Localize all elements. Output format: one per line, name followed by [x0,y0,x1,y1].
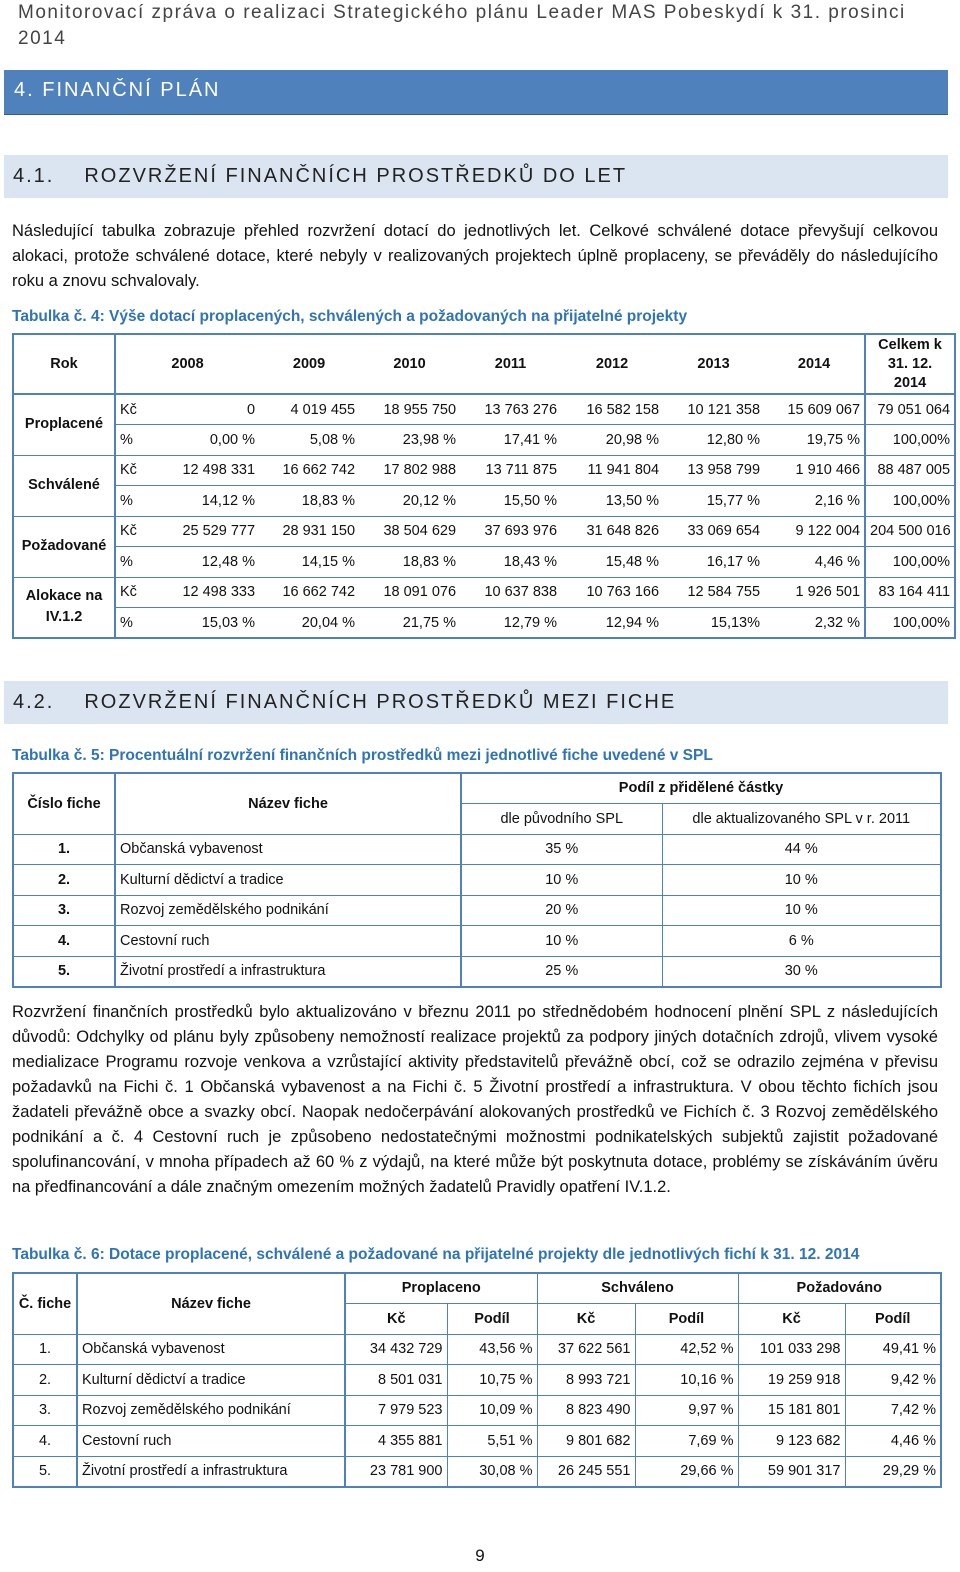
value-cell: 16 662 742 [259,577,359,608]
share-cell: 4,46 % [845,1426,941,1457]
amount-cell: 8 993 721 [537,1365,635,1396]
value-cell: 28 931 150 [259,516,359,547]
value-cell: 2,16 % [764,486,865,517]
header-podil: Podíl [845,1303,941,1334]
header-rok: Rok [13,334,115,394]
share-original: 25 % [461,956,662,987]
fiche-number: 5. [13,1456,77,1487]
fiche-number: 5. [13,956,115,987]
value-cell: 15,77 % [663,486,764,517]
share-cell: 43,56 % [447,1334,537,1365]
unit-cell: % [115,425,151,456]
value-cell: 15,50 % [460,486,561,517]
value-cell: 18 955 750 [359,394,460,425]
share-original: 10 % [461,865,662,896]
value-cell: 10 763 166 [561,577,663,608]
header-year: 2011 [460,334,561,394]
amount-cell: 8 501 031 [345,1365,447,1396]
value-cell: 14,15 % [259,547,359,578]
value-cell: 18 091 076 [359,577,460,608]
amount-cell: 9 801 682 [537,1426,635,1457]
value-cell: 100,00% [865,547,955,578]
table-4-annual-subsidies [12,333,956,639]
header-kc: Kč [345,1303,447,1334]
header-original-spl: dle původního SPL [461,803,662,834]
share-original: 35 % [461,834,662,865]
amount-cell: 8 823 490 [537,1395,635,1426]
table-row [13,1395,941,1426]
value-cell: 88 487 005 [865,455,955,486]
share-cell: 30,08 % [447,1456,537,1487]
section-heading-4-2: 4.2. ROZVRŽENÍ FINANČNÍCH PROSTŘEDKŮ MEZI FICHE [13,691,677,713]
value-cell: 25 529 777 [151,516,259,547]
table-row [13,1334,941,1365]
header-kc: Kč [537,1303,635,1334]
fiche-name: Kulturní dědictví a tradice [77,1365,345,1396]
fiche-name: Občanská vybavenost [77,1334,345,1365]
amount-cell: 9 123 682 [738,1426,845,1457]
table-row [13,1365,941,1396]
value-cell: 9 122 004 [764,516,865,547]
share-cell: 29,29 % [845,1456,941,1487]
header-updated-spl: dle aktualizovaného SPL v r. 2011 [662,803,941,834]
section-heading-bar-4-2 [4,681,948,724]
value-cell: 13 763 276 [460,394,561,425]
value-cell: 14,12 % [151,486,259,517]
table-row [13,516,955,547]
chapter-heading: 4. FINANČNÍ PLÁN [14,79,221,101]
fiche-name: Cestovní ruch [77,1426,345,1457]
share-cell: 7,42 % [845,1395,941,1426]
header-year: 2012 [561,334,663,394]
fiche-number: 2. [13,865,115,896]
value-cell: 0,00 % [151,425,259,456]
table-row [13,895,941,926]
table-row [13,577,955,608]
share-cell: 9,97 % [635,1395,738,1426]
row-group-label: Proplacené [13,394,115,455]
share-updated: 6 % [662,926,941,957]
unit-cell: Kč [115,455,151,486]
value-cell: 100,00% [865,425,955,456]
amount-cell: 15 181 801 [738,1395,845,1426]
share-cell: 9,42 % [845,1365,941,1396]
unit-cell: % [115,486,151,517]
value-cell: 31 648 826 [561,516,663,547]
amount-cell: 7 979 523 [345,1395,447,1426]
value-cell: 12,80 % [663,425,764,456]
header-fiche-name: Název fiche [77,1273,345,1334]
value-cell: 100,00% [865,486,955,517]
value-cell: 0 [151,394,259,425]
fiche-number: 1. [13,834,115,865]
table-row [13,834,941,865]
table-row [13,865,941,896]
value-cell: 2,32 % [764,608,865,639]
fiche-number: 3. [13,1395,77,1426]
amount-cell: 34 432 729 [345,1334,447,1365]
amount-cell: 26 245 551 [537,1456,635,1487]
value-cell: 15,03 % [151,608,259,639]
header-fiche-number: Č. fiche [13,1273,77,1334]
fiche-name: Rozvoj zemědělského podnikání [77,1395,345,1426]
table-5-fiche-allocation [12,772,942,988]
table5-caption: Tabulka č. 5: Procentuální rozvržení finančních prostředků mezi jednotlivé fiche uvedené v SPL [12,747,713,764]
header-proplaceno: Proplaceno [345,1273,537,1303]
fiche-name: Kulturní dědictví a tradice [115,865,461,896]
fiche-number: 3. [13,895,115,926]
header-fiche-number: Číslo fiche [13,773,115,834]
value-cell: 12,48 % [151,547,259,578]
value-cell: 13 711 875 [460,455,561,486]
share-cell: 10,09 % [447,1395,537,1426]
fiche-number: 4. [13,1426,77,1457]
value-cell: 20,98 % [561,425,663,456]
running-header: Monitorovací zpráva o realizaci Strategického plánu Leader MAS Pobeskydí k 31. prosinci 2014 [18,2,906,49]
value-cell: 16 582 158 [561,394,663,425]
amount-cell: 19 259 918 [738,1365,845,1396]
value-cell: 23,98 % [359,425,460,456]
value-cell: 12 498 331 [151,455,259,486]
header-year: 2009 [259,334,359,394]
table4-caption: Tabulka č. 4: Výše dotací proplacených, schválených a požadovaných na přijatelné projekty [12,308,688,325]
fiche-name: Rozvoj zemědělského podnikání [115,895,461,926]
value-cell: 79 051 064 [865,394,955,425]
value-cell: 16 662 742 [259,455,359,486]
value-cell: 33 069 654 [663,516,764,547]
fiche-name: Životní prostředí a infrastruktura [115,956,461,987]
value-cell: 4 019 455 [259,394,359,425]
header-year: 2010 [359,334,460,394]
value-cell: 21,75 % [359,608,460,639]
value-cell: 15,13% [663,608,764,639]
fiche-number: 1. [13,1334,77,1365]
value-cell: 15 609 067 [764,394,865,425]
table-row [13,547,955,578]
share-cell: 42,52 % [635,1334,738,1365]
unit-cell: % [115,608,151,639]
fiche-number: 2. [13,1365,77,1396]
value-cell: 12,79 % [460,608,561,639]
chapter-heading-bar [4,70,948,115]
value-cell: 19,75 % [764,425,865,456]
unit-cell: Kč [115,394,151,425]
value-cell: 16,17 % [663,547,764,578]
value-cell: 12 498 333 [151,577,259,608]
table-row [13,455,955,486]
value-cell: 5,08 % [259,425,359,456]
fiche-name: Cestovní ruch [115,926,461,957]
header-year: 2008 [115,334,259,394]
row-group-label: Alokace na IV.1.2 [13,577,115,638]
header-podil: Podíl [447,1303,537,1334]
share-cell: 49,41 % [845,1334,941,1365]
value-cell: 18,43 % [460,547,561,578]
header-year: 2014 [764,334,865,394]
amount-cell: 23 781 900 [345,1456,447,1487]
share-updated: 44 % [662,834,941,865]
table-row [13,486,955,517]
share-cell: 29,66 % [635,1456,738,1487]
value-cell: 1 910 466 [764,455,865,486]
unit-cell: Kč [115,516,151,547]
value-cell: 38 504 629 [359,516,460,547]
value-cell: 12 584 755 [663,577,764,608]
table-row [13,425,955,456]
fiche-name: Občanská vybavenost [115,834,461,865]
header-year: 2013 [663,334,764,394]
share-updated: 30 % [662,956,941,987]
fiche-name: Životní prostředí a infrastruktura [77,1456,345,1487]
share-updated: 10 % [662,865,941,896]
value-cell: 17 802 988 [359,455,460,486]
share-cell: 7,69 % [635,1426,738,1457]
value-cell: 37 693 976 [460,516,561,547]
table-row [13,608,955,639]
amount-cell: 37 622 561 [537,1334,635,1365]
fiche-number: 4. [13,926,115,957]
header-fiche-name: Název fiche [115,773,461,834]
row-group-label: Požadované [13,516,115,577]
value-cell: 13 958 799 [663,455,764,486]
section-heading-bar-4-1 [4,155,948,198]
amount-cell: 59 901 317 [738,1456,845,1487]
table-row [13,956,941,987]
share-original: 10 % [461,926,662,957]
share-updated: 10 % [662,895,941,926]
value-cell: 12,94 % [561,608,663,639]
header-total: Celkem k 31. 12. 2014 [865,334,955,394]
unit-cell: Kč [115,577,151,608]
value-cell: 204 500 016 [865,516,955,547]
row-group-label: Schválené [13,455,115,516]
value-cell: 83 164 411 [865,577,955,608]
share-cell: 10,16 % [635,1365,738,1396]
header-share-group: Podíl z přidělené částky [461,773,941,803]
share-cell: 10,75 % [447,1365,537,1396]
amount-cell: 4 355 881 [345,1426,447,1457]
value-cell: 20,04 % [259,608,359,639]
value-cell: 20,12 % [359,486,460,517]
header-pozadovano: Požadováno [738,1273,941,1303]
header-podil: Podíl [635,1303,738,1334]
table-row [13,394,955,425]
page-number: 9 [475,1546,485,1565]
share-original: 20 % [461,895,662,926]
intro-paragraph: Následující tabulka zobrazuje přehled rozvržení dotací do jednotlivých let. Celkové schválené dotace převyšují celkovou alokaci, protože schválené dotace, které nebyly v realizovaných projektech úplně proplaceny, se převáděly do následujícího roku a znovu schvalovaly. [12,222,938,290]
table-row [13,1426,941,1457]
value-cell: 10 121 358 [663,394,764,425]
value-cell: 10 637 838 [460,577,561,608]
header-schvaleno: Schváleno [537,1273,738,1303]
share-cell: 5,51 % [447,1426,537,1457]
value-cell: 1 926 501 [764,577,865,608]
section-heading-4-1: 4.1. ROZVRŽENÍ FINANČNÍCH PROSTŘEDKŮ DO LET [13,165,628,187]
amount-cell: 101 033 298 [738,1334,845,1365]
table-row [13,926,941,957]
table-6-fiche-subsidies [12,1272,942,1488]
table6-caption: Tabulka č. 6: Dotace proplacené, schválené a požadované na přijatelné projekty dle jednotlivých fichí k 31. 12. 2014 [12,1246,860,1263]
value-cell: 13,50 % [561,486,663,517]
value-cell: 4,46 % [764,547,865,578]
value-cell: 17,41 % [460,425,561,456]
value-cell: 18,83 % [359,547,460,578]
unit-cell: % [115,547,151,578]
value-cell: 100,00% [865,608,955,639]
header-kc: Kč [738,1303,845,1334]
value-cell: 11 941 804 [561,455,663,486]
body-paragraph: Rozvržení finančních prostředků bylo aktualizováno v březnu 2011 po střednědobém hodnocení plnění SPL z následujících důvodů: Odchylky od plánu byly způsobeny nemožností realizace projektů za podpory jiných dotačních zdrojů, vlivem vysoké medializace Programu rozvoje venkova a vzrůstající aktivity představitelů převážně obcí, což se odrazilo zejména v převisu požadavků na Fichi č. 1 Občanská vybavenost a na Fichi č. 5 Životní prostředí a infrastruktura. V obou těchto fichích jsou žadateli převážně obce a svazky obcí. Naopak nedočerpávání alokovaných prostředků ve Fichích č. 3 Rozvoj zemědělského podnikání a č. 4 Cestovní ruch je způsobeno nedostatečnými možnostmi podnikatelských subjektů zajistit požadované spolufinancování, v mnoha případech až 60 % z výdajů, na které může být poskytnuta dotace, problémy se získáváním úvěru na předfinancování a dále značným omezením možných žadatelů Pravidly opatření IV.1.2. [12,1003,938,1196]
value-cell: 15,48 % [561,547,663,578]
table-row [13,1456,941,1487]
value-cell: 18,83 % [259,486,359,517]
